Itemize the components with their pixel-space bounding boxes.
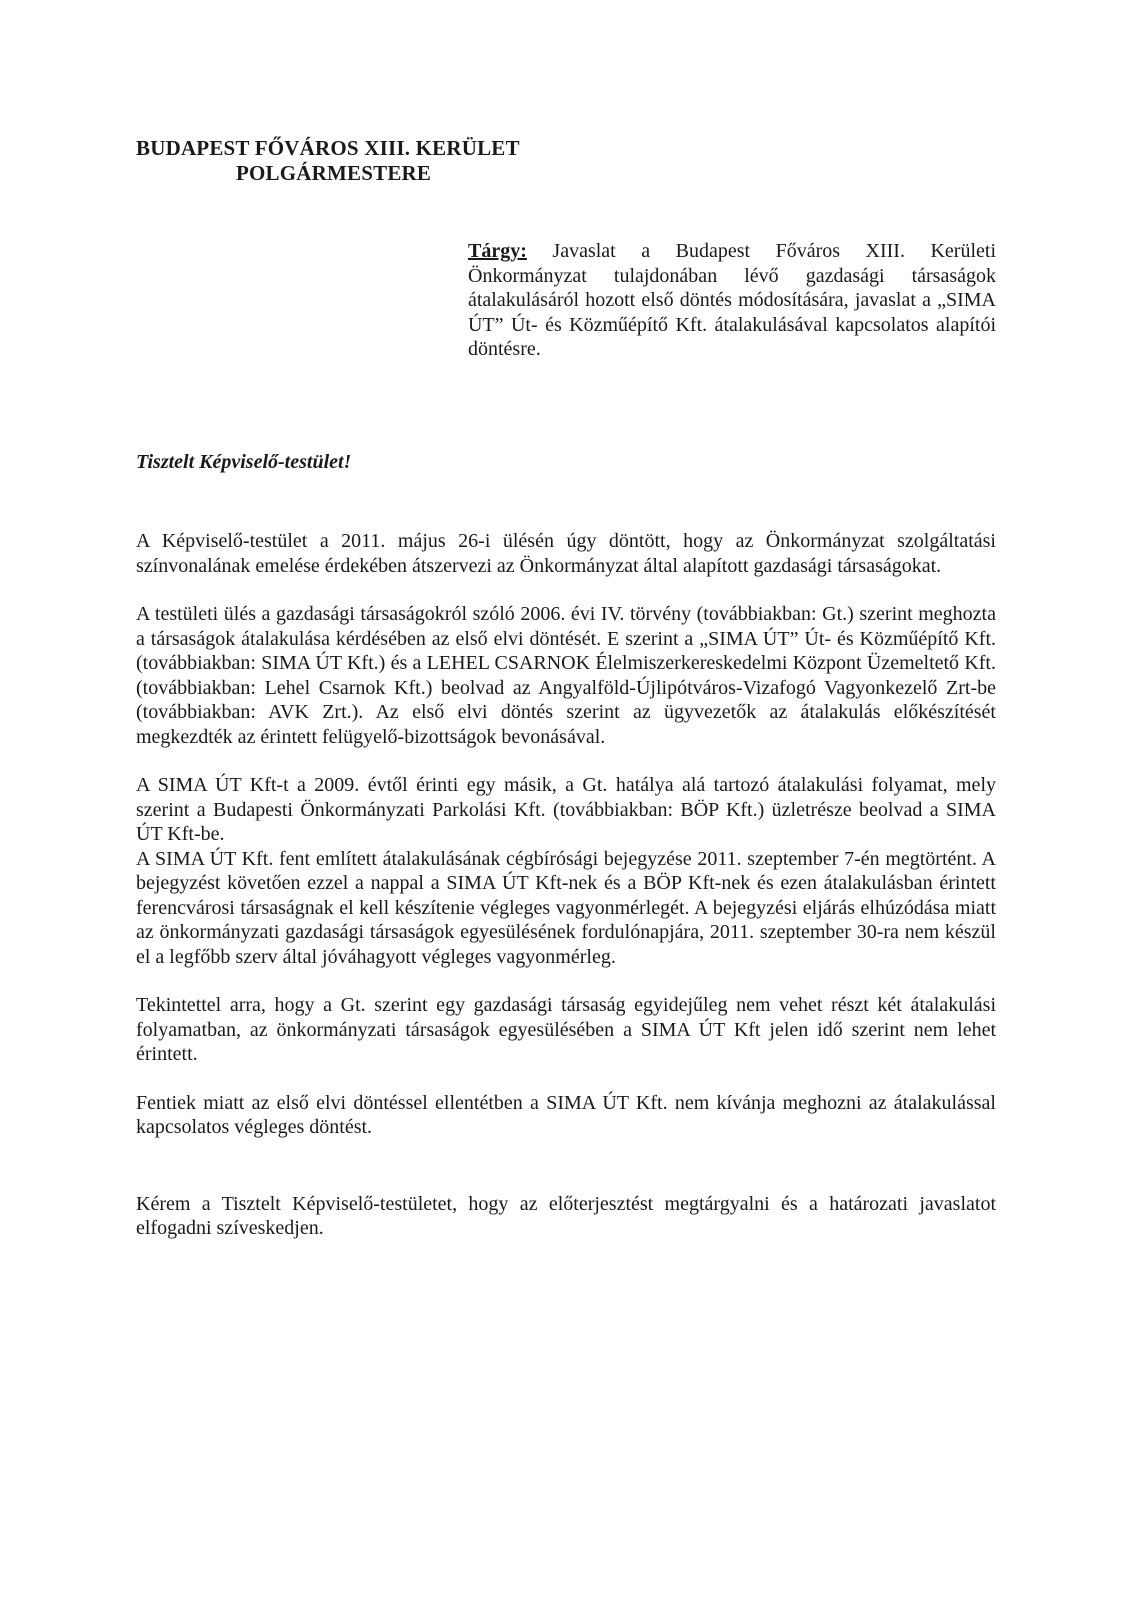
paragraph-1: A Képviselő-testület a 2011. május 26-i ülésén úgy döntött, hogy az Önkormányzat szolgáltatási színvonalának emelése érdekében átszervezi az Önkormányzat által alapított gazdasági társaságokat. [136,530,996,577]
subject-block [468,239,996,362]
paragraph-3: A SIMA ÚT Kft-t a 2009. évtől érinti egy másik, a Gt. hatálya alá tartozó átalakulási folyamat, mely szerint a Budapesti Önkormányzati Parkolási Kft. (továbbiakban: BÖP Kft.) üzletrésze beolvad a SIMA ÚT Kft-be. [136,774,996,845]
paragraph-4: A SIMA ÚT Kft. fent említett átalakulásának cégbírósági bejegyzése 2011. szeptember 7-én megtörtént. A bejegyzést követően ezzel a nappal a SIMA ÚT Kft-nek és a BÖP Kft-nek és ezen átalakulásban érintett ferencvárosi társaságnak el kell készítenie végleges vagyonmérlegét. A bejegyzési eljárás elhúzódása miatt az önkormányzati gazdasági társaságok egyesülésének fordulónapjára, 2011. szeptember 30-ra nem készül el a legfőbb szerv által jóváhagyott végleges vagyonmérleg. [136,847,996,968]
salutation: Tisztelt Képviselő-testület! [136,451,352,473]
paragraph-7: Kérem a Tisztelt Képviselő-testületet, hogy az előterjesztést megtárgyalni és a határozati javaslatot elfogadni szíveskedjen. [136,1192,996,1239]
document-body [136,529,996,1265]
subject-text: Javaslat a Budapest Főváros XIII. Kerületi Önkormányzat tulajdonában lévő gazdasági társaságok átalakulásáról hozott első döntés módosítására, javaslat a „SIMA ÚT” Út- és Közműépítő Kft. átalakulásával kapcsolatos alapítói döntésre. [468,240,996,360]
header-line-2: POLGÁRMESTERE [236,161,432,185]
header-line-1: BUDAPEST FŐVÁROS XIII. KERÜLET [136,136,520,160]
paragraph-2: A testületi ülés a gazdasági társaságokról szóló 2006. évi IV. törvény (továbbiakban: Gt.) szerint meghozta a társaságok átalakulása kérdésében az első elvi döntését. E szerint a „SIMA ÚT” Út- és Közműépítő Kft. (továbbiakban: SIMA ÚT Kft.) és a LEHEL CSARNOK Élelmiszerkereskedelmi Központ Üzemeltető Kft. (továbbiakban: Lehel Csarnok Kft.) beolvad az Angyalföld-Újlipótváros-Vizafogó Vagyonkezelő Zrt-be (továbbiakban: AVK Zrt.). Az első elvi döntés szerint az ügyvezetők az átalakulás előkészítését megkezdték az érintett felügyelő-bizottságok bevonásával. [136,603,996,748]
subject-label: Tárgy: [468,240,527,262]
paragraph-5: Tekintettel arra, hogy a Gt. szerint egy gazdasági társaság egyidejűleg nem vehet részt két átalakulási folyamatban, az önkormányzati társaságok egyesülésében a SIMA ÚT Kft jelen idő szerint nem lehet érintett. [136,994,996,1065]
paragraph-6: Fentiek miatt az első elvi döntéssel ellentétben a SIMA ÚT Kft. nem kívánja meghozni az átalakulással kapcsolatos végleges döntést. [136,1091,996,1138]
document-header [136,136,520,186]
